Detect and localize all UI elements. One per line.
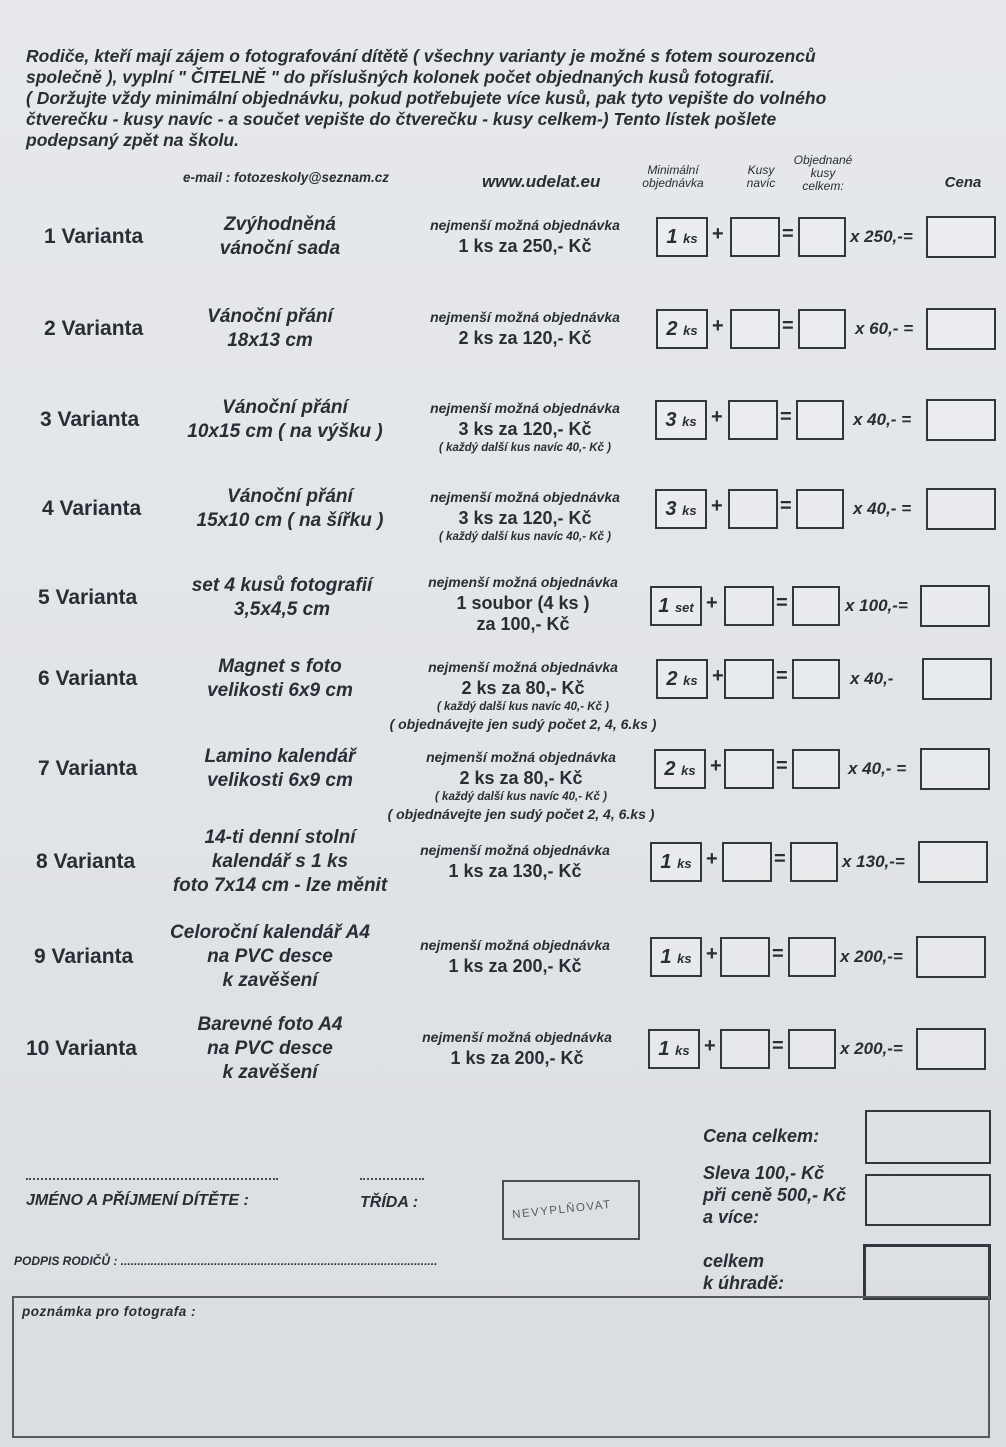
extra-qty-box[interactable] (730, 309, 780, 349)
product-name: Vánoční přání 10x15 cm ( na výšku ) (187, 397, 383, 442)
equals-sign: = (772, 1035, 784, 1057)
unit-price: x 60,- = (855, 319, 914, 338)
extra-qty-box[interactable] (722, 842, 772, 882)
min-qty-box: 2 ks (656, 309, 708, 349)
extra-qty-box[interactable] (720, 1029, 770, 1069)
line-price-box[interactable] (926, 488, 996, 530)
total-qty-box[interactable] (788, 937, 836, 977)
column-header-total: Objednané kusy celkem: (793, 153, 853, 193)
variant-label: 7 Varianta (38, 757, 138, 780)
plus-sign: + (706, 943, 718, 965)
min-qty-box: 1 set (650, 586, 702, 626)
product-name: Lamino kalendář velikosti 6x9 cm (204, 746, 356, 791)
min-order-info: nejmenší možná objednávka 2 ks za 120,- Kč (430, 309, 620, 348)
variant-label: 2 Varianta (44, 317, 144, 340)
plus-sign: + (704, 1035, 716, 1057)
min-order-info: nejmenší možná objednávka 1 ks za 200,- Kč (422, 1029, 612, 1068)
product-name: set 4 kusů fotografií 3,5x4,5 cm (191, 575, 373, 620)
plus-sign: + (711, 495, 723, 517)
min-order-info: nejmenší možná objednávka 1 ks za 250,- Kč (430, 217, 620, 256)
plus-sign: + (712, 315, 724, 337)
equals-sign: = (776, 592, 788, 614)
line-price-box[interactable] (920, 748, 990, 790)
intro-line: společně ), vyplní " ČITELNĚ " do příslušných kolonek počet objednaných kusů fotografií. (26, 67, 775, 87)
stamp-text: NEVYPLŇOVAT (511, 1198, 613, 1222)
extra-qty-box[interactable] (730, 217, 780, 257)
extra-qty-box[interactable] (728, 489, 778, 529)
parent-signature-line[interactable]: PODPIS RODIČŮ : ............................................................................................... (14, 1254, 438, 1268)
intro-line: ( Doržujte vždy minimální objednávku, pokud potřebujete více kusů, pak tyto vepište do volného (26, 88, 827, 108)
equals-sign: = (782, 315, 794, 337)
total-qty-box[interactable] (788, 1029, 836, 1069)
unit-price: x 200,-= (840, 1039, 903, 1058)
extra-qty-box[interactable] (724, 749, 774, 789)
intro-line: Rodiče, kteří mají zájem o fotografování dítětě ( všechny varianty je možné s fotem sourozenců (26, 46, 816, 66)
child-name-line[interactable] (26, 1178, 278, 1180)
min-order-info: nejmenší možná objednávka 3 ks za 120,- Kč ( každý další kus navíc 40,- Kč ) (430, 400, 620, 454)
column-header-min-order: Minimální objednávka (642, 163, 704, 190)
intro-text (26, 46, 986, 151)
min-qty-box: 2 ks (656, 659, 708, 699)
equals-sign: = (772, 943, 784, 965)
amount-due-box[interactable] (863, 1244, 991, 1300)
amount-due-label: celkem k úhradě: (703, 1251, 785, 1293)
line-price-box[interactable] (916, 1028, 986, 1070)
class-label: TŘÍDA : (360, 1194, 419, 1211)
class-line[interactable] (360, 1178, 424, 1180)
min-qty-box: 1 ks (650, 937, 702, 977)
unit-price: x 100,-= (845, 596, 908, 615)
photographer-note-box[interactable] (12, 1296, 990, 1438)
product-name: Celoroční kalendář A4 na PVC desce k zavěšení (170, 922, 370, 991)
unit-price: x 250,-= (850, 227, 913, 246)
equals-sign: = (780, 495, 792, 517)
equals-sign: = (780, 406, 792, 428)
product-name: 14-ti denní stolní kalendář s 1 ks foto 7x14 cm - lze měnit (172, 827, 388, 896)
total-qty-box[interactable] (790, 842, 838, 882)
unit-price: x 40,- = (853, 410, 912, 429)
extra-qty-box[interactable] (728, 400, 778, 440)
min-order-info: nejmenší možná objednávka 2 ks za 80,- Kč ( každý další kus navíc 40,- Kč ) ( objednávejte jen sudý počet 2, 4, 6.ks ) (389, 659, 657, 732)
total-price-label: Cena celkem: (703, 1126, 820, 1146)
variant-label: 4 Varianta (42, 497, 142, 520)
line-price-box[interactable] (918, 841, 988, 883)
total-qty-box[interactable] (798, 309, 846, 349)
discount-label: Sleva 100,- Kč při ceně 500,- Kč a více: (703, 1163, 847, 1227)
min-qty-box: 2 ks (654, 749, 706, 789)
plus-sign: + (706, 592, 718, 614)
unit-price: x 40,- = (853, 499, 912, 518)
min-qty-box: 1 ks (648, 1029, 700, 1069)
unit-price: x 130,-= (842, 852, 905, 871)
photographer-note-label: poznámka pro fotografa : (22, 1304, 197, 1319)
discount-box[interactable] (865, 1174, 991, 1226)
line-price-box[interactable] (922, 658, 992, 700)
column-header-price: Cena (944, 174, 982, 191)
min-order-info: nejmenší možná objednávka 1 ks za 130,- Kč (420, 842, 610, 881)
contact-email: e-mail : fotozeskoly@seznam.cz (183, 170, 389, 185)
total-qty-box[interactable] (792, 659, 840, 699)
product-name: Vánoční přání 15x10 cm ( na šířku ) (196, 486, 384, 531)
variant-label: 1 Varianta (44, 225, 144, 248)
variant-label: 3 Varianta (40, 408, 140, 431)
total-qty-box[interactable] (792, 749, 840, 789)
product-name: Vánoční přání 18x13 cm (207, 306, 333, 351)
office-use-stamp-box (502, 1180, 640, 1240)
line-price-box[interactable] (926, 399, 996, 441)
column-header-extra: Kusy navíc (746, 163, 776, 190)
plus-sign: + (706, 848, 718, 870)
equals-sign: = (774, 848, 786, 870)
min-qty-box: 1 ks (656, 217, 708, 257)
line-price-box[interactable] (926, 216, 996, 258)
contact-website: www.udelat.eu (482, 172, 601, 191)
total-qty-box[interactable] (796, 489, 844, 529)
total-qty-box[interactable] (792, 586, 840, 626)
min-order-info: nejmenší možná objednávka 2 ks za 80,- Kč ( každý další kus navíc 40,- Kč ) ( objednávejte jen sudý počet 2, 4, 6.ks ) (387, 749, 655, 822)
total-price-box[interactable] (865, 1110, 991, 1164)
plus-sign: + (711, 406, 723, 428)
unit-price: x 200,-= (840, 947, 903, 966)
variant-label: 9 Varianta (34, 945, 134, 968)
intro-line: podepsaný zpět na školu. (26, 130, 239, 150)
line-price-box[interactable] (916, 936, 986, 978)
total-qty-box[interactable] (798, 217, 846, 257)
plus-sign: + (710, 755, 722, 777)
equals-sign: = (776, 665, 788, 687)
product-name: Zvýhodněná vánoční sada (219, 214, 341, 259)
line-price-box[interactable] (920, 585, 990, 627)
variant-label: 5 Varianta (38, 586, 138, 609)
product-name: Magnet s foto velikosti 6x9 cm (207, 656, 353, 701)
min-order-info: nejmenší možná objednávka 1 soubor (4 ks ) za 100,- Kč (428, 574, 618, 634)
variant-label: 10 Varianta (26, 1037, 137, 1060)
intro-line: čtverečku - kusy navíc - a součet vepište do čtverečku - kusy celkem-) Tento lístek pošlete (26, 109, 777, 129)
min-qty-box: 1 ks (650, 842, 702, 882)
line-price-box[interactable] (926, 308, 996, 350)
equals-sign: = (782, 223, 794, 245)
variant-label: 6 Varianta (38, 667, 138, 690)
min-qty-box: 3 ks (655, 400, 707, 440)
unit-price: x 40,- (850, 669, 894, 688)
unit-price: x 40,- = (848, 759, 907, 778)
min-qty-box: 3 ks (655, 489, 707, 529)
equals-sign: = (776, 755, 788, 777)
product-name: Barevné foto A4 na PVC desce k zavěšení (197, 1014, 343, 1083)
variant-label: 8 Varianta (36, 850, 136, 873)
extra-qty-box[interactable] (724, 659, 774, 699)
plus-sign: + (712, 223, 724, 245)
min-order-info: nejmenší možná objednávka 1 ks za 200,- Kč (420, 937, 610, 976)
child-name-label: JMÉNO A PŘÍJMENÍ DÍTĚTE : (26, 1192, 249, 1209)
total-qty-box[interactable] (796, 400, 844, 440)
plus-sign: + (712, 665, 724, 687)
min-order-info: nejmenší možná objednávka 3 ks za 120,- Kč ( každý další kus navíc 40,- Kč ) (430, 489, 620, 543)
extra-qty-box[interactable] (720, 937, 770, 977)
extra-qty-box[interactable] (724, 586, 774, 626)
